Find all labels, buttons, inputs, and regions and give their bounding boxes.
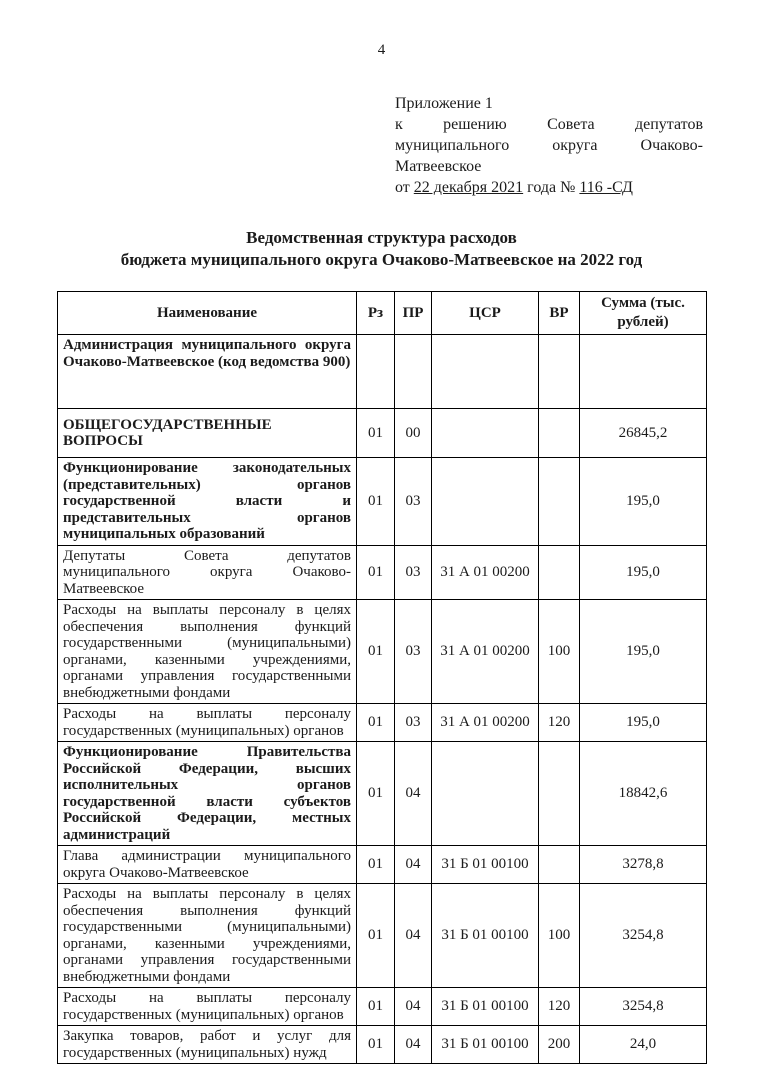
decision-number: 116 -СД [579,179,633,196]
sum-cell: 3278,8 [580,846,707,884]
csr-cell: 31 Б 01 00100 [432,846,539,884]
rz-cell: 01 [357,1026,395,1064]
pr-cell: 03 [395,458,432,546]
csr-cell: 31 А 01 00200 [432,704,539,742]
name-cell: Функционирование Правительства Российской Федерации, высших исполнительных органов государственной власти субъектов Российской Федерации, местных администраций [58,742,357,846]
pr-cell: 04 [395,846,432,884]
pr-cell [395,335,432,409]
pr-cell: 03 [395,545,432,600]
column-header-name: Наименование [58,292,357,335]
name-cell: Администрация муниципального округа Очаково-Матвеевское (код ведомства 900) [58,335,357,409]
csr-cell: 31 Б 01 00100 [432,1026,539,1064]
sum-cell: 3254,8 [580,884,707,988]
rz-cell: 01 [357,409,395,458]
rz-cell: 01 [357,988,395,1026]
document-title-line-2: бюджета муниципального округа Очаково-Матвеевское на 2022 год [120,250,643,269]
pr-cell: 04 [395,1026,432,1064]
vr-cell: 120 [539,988,580,1026]
column-header-vr: ВР [539,292,580,335]
rz-cell: 01 [357,846,395,884]
annex-line-4: Матвеевское [395,158,482,175]
budget-table [57,291,707,1064]
table-row [58,988,707,1026]
name-cell: Глава администрации муниципального округа Очаково-Матвеевское [58,846,357,884]
pr-cell: 03 [395,600,432,704]
sum-cell [580,335,707,409]
csr-cell [432,409,539,458]
sum-cell: 195,0 [580,600,707,704]
csr-cell [432,458,539,546]
table-row [58,742,707,846]
name-cell: Функционирование законодательных (представительных) органов государственной власти и представительных органов муниципальных образований [58,458,357,546]
vr-cell [539,545,580,600]
csr-cell [432,335,539,409]
name-cell: Расходы на выплаты персоналу в целях обеспечения выполнения функций государственными (муниципальными) органами, казенными учреждениями, органами управления государственными внебюджетными фондами [58,600,357,704]
date-suffix: года № [523,179,580,196]
annex-line-3: муниципального округа Очаково- [395,137,703,154]
rz-cell: 01 [357,884,395,988]
annex-line-1: Приложение 1 [395,95,493,112]
table-row [58,335,707,409]
annex-block [395,93,703,198]
column-header-rz: Рз [357,292,395,335]
pr-cell: 04 [395,884,432,988]
rz-cell: 01 [357,545,395,600]
vr-cell [539,409,580,458]
date-prefix: от [395,179,414,196]
decision-date: 22 декабря 2021 [413,179,524,196]
name-cell: Расходы на выплаты персоналу государственных (муниципальных) органов [58,704,357,742]
table-row [58,600,707,704]
rz-cell: 01 [357,600,395,704]
annex-line-2: к решению Совета депутатов [395,116,703,133]
page-number: 4 [377,42,386,58]
name-cell: Закупка товаров, работ и услуг для государственных (муниципальных) нужд [58,1026,357,1064]
name-cell: ОБЩЕГОСУДАРСТВЕННЫЕ ВОПРОСЫ [58,409,357,458]
vr-cell: 100 [539,600,580,704]
rz-cell [357,335,395,409]
vr-cell: 100 [539,884,580,988]
vr-cell: 200 [539,1026,580,1064]
name-cell: Расходы на выплаты персоналу в целях обеспечения выполнения функций государственными (муниципальными) органами, казенными учреждениями, органами управления государственными внебюджетными фондами [58,884,357,988]
vr-cell [539,742,580,846]
name-cell: Расходы на выплаты персоналу государственных (муниципальных) органов [58,988,357,1026]
document-title-line-1: Ведомственная структура расходов [246,228,517,247]
document-title [0,227,763,271]
rz-cell: 01 [357,704,395,742]
pr-cell: 03 [395,704,432,742]
table-row [58,545,707,600]
table-header-row [58,292,707,335]
vr-cell: 120 [539,704,580,742]
column-header-pr: ПР [395,292,432,335]
column-header-csr: ЦСР [432,292,539,335]
table-row [58,458,707,546]
table-row [58,409,707,458]
csr-cell: 31 Б 01 00100 [432,884,539,988]
sum-cell: 26845,2 [580,409,707,458]
sum-cell: 24,0 [580,1026,707,1064]
csr-cell: 31 А 01 00200 [432,600,539,704]
table-row [58,1026,707,1064]
sum-cell: 195,0 [580,458,707,546]
vr-cell [539,458,580,546]
csr-cell [432,742,539,846]
pr-cell: 00 [395,409,432,458]
csr-cell: 31 А 01 00200 [432,545,539,600]
vr-cell [539,846,580,884]
column-header-sum: Сумма (тыс. рублей) [580,292,707,335]
pr-cell: 04 [395,742,432,846]
rz-cell: 01 [357,458,395,546]
vr-cell [539,335,580,409]
table-row [58,846,707,884]
pr-cell: 04 [395,988,432,1026]
sum-cell: 18842,6 [580,742,707,846]
sum-cell: 3254,8 [580,988,707,1026]
sum-cell: 195,0 [580,545,707,600]
csr-cell: 31 Б 01 00100 [432,988,539,1026]
rz-cell: 01 [357,742,395,846]
annex-date-line [395,177,703,198]
table-row [58,704,707,742]
sum-cell: 195,0 [580,704,707,742]
table-row [58,884,707,988]
name-cell: Депутаты Совета депутатов муниципального округа Очаково-Матвеевское [58,545,357,600]
